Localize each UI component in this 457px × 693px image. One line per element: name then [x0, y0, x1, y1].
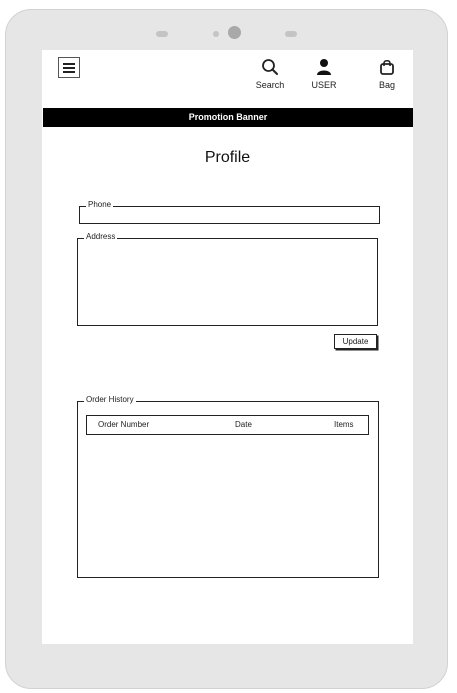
user-nav-label: USER	[311, 80, 337, 90]
column-items[interactable]: Items	[334, 420, 354, 429]
order-history-panel	[77, 395, 379, 578]
phone-label: Phone	[88, 200, 112, 209]
speaker-slot-left	[156, 31, 168, 37]
update-button[interactable]: Update	[334, 334, 377, 349]
address-input[interactable]	[82, 242, 373, 322]
user-nav-button[interactable]	[299, 58, 349, 90]
hamburger-menu-icon[interactable]	[58, 57, 80, 78]
app-screen	[42, 50, 413, 644]
phone-field[interactable]	[79, 200, 380, 224]
user-icon	[315, 58, 333, 76]
sensor-dot	[213, 31, 219, 37]
search-nav-button[interactable]	[245, 58, 295, 90]
bag-icon	[378, 58, 396, 76]
order-history-table-header	[86, 415, 369, 435]
column-date[interactable]: Date	[235, 420, 252, 429]
speaker-slot-right	[285, 31, 297, 37]
bag-nav-button[interactable]	[362, 58, 412, 90]
promotion-banner[interactable]: Promotion Banner	[43, 108, 413, 127]
page-title: Profile	[204, 149, 251, 166]
search-icon	[261, 58, 279, 76]
address-label: Address	[86, 232, 116, 241]
search-nav-label: Search	[255, 80, 285, 90]
camera-lens	[228, 26, 241, 39]
bag-nav-label: Bag	[378, 80, 395, 90]
phone-input[interactable]	[84, 210, 375, 220]
address-field[interactable]	[77, 232, 378, 326]
column-order-number[interactable]: Order Number	[98, 420, 150, 429]
order-history-label: Order History	[86, 395, 134, 404]
